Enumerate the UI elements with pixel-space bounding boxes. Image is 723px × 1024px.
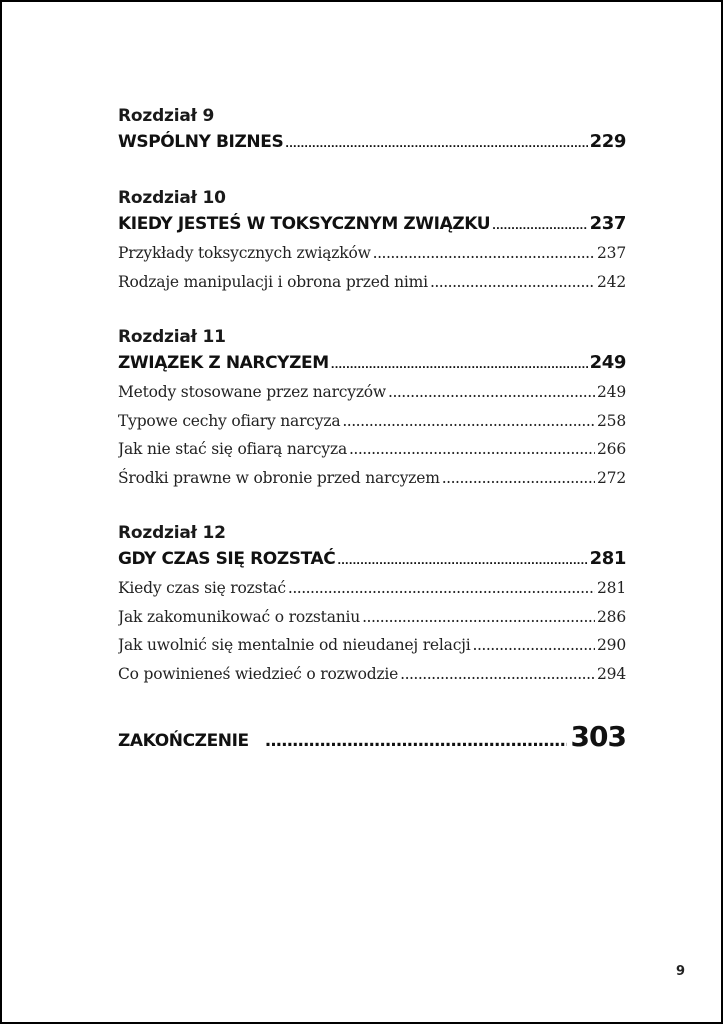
section-title: Jak nie stać się ofiarą narcyza — [118, 440, 347, 458]
section-title: Przykłady toksycznych związków — [118, 244, 371, 262]
chapter-11 — [118, 325, 626, 492]
conclusion-row — [118, 717, 626, 757]
dot-leader — [331, 352, 588, 378]
chapter-page-number: 237 — [589, 213, 626, 234]
section-page-number: 294 — [597, 664, 626, 683]
section-title: Jak uwolnić się mentalnie od nieudanej relacji — [118, 636, 471, 654]
section-row — [118, 239, 626, 268]
section-row — [118, 631, 626, 660]
dot-leader — [362, 603, 595, 632]
section-title: Rodzaje manipulacji i obrona przed nimi — [118, 272, 428, 291]
section-row — [118, 603, 626, 632]
chapter-title: KIEDY JESTEŚ W TOKSYCZNYM ZWIĄZKU — [118, 214, 491, 234]
dot-leader — [285, 131, 587, 157]
chapter-12 — [118, 521, 626, 688]
section-title: Kiedy czas się rozstać — [118, 579, 286, 597]
dot-leader — [337, 548, 587, 574]
section-title: Środki prawne w obronie przed narcyzem — [118, 468, 440, 487]
chapter-title: GDY CZAS SIĘ ROZSTAĆ — [118, 549, 336, 569]
section-title: Metody stosowane przez narcyzów — [118, 383, 387, 401]
section-page-number: 237 — [597, 244, 626, 262]
section-row — [118, 435, 626, 464]
chapter-9 — [118, 104, 626, 157]
dot-leader — [342, 407, 595, 436]
chapter-label: Rozdział 12 — [118, 523, 226, 543]
section-row — [118, 660, 626, 689]
chapter-label: Rozdział 10 — [118, 188, 226, 208]
chapter-title-row — [118, 349, 626, 378]
chapter-label: Rozdział 9 — [118, 106, 215, 126]
section-page-number: 290 — [597, 636, 626, 654]
dot-leader — [400, 660, 595, 689]
dot-leader — [373, 239, 595, 268]
section-title: Jak zakomunikować o rozstaniu — [118, 607, 361, 626]
dot-leader — [430, 268, 595, 297]
section-row — [118, 574, 626, 603]
section-page-number: 286 — [597, 607, 626, 626]
dot-leader — [492, 213, 587, 239]
chapter-10 — [118, 186, 626, 296]
page-number: 9 — [675, 964, 685, 979]
section-row — [118, 464, 626, 493]
section-row — [118, 378, 626, 407]
dot-leader — [265, 721, 567, 757]
conclusion-title: ZAKOŃCZENIE — [118, 731, 249, 751]
section-page-number: 258 — [597, 411, 626, 430]
conclusion-page-number: 303 — [570, 720, 626, 753]
dot-leader — [288, 574, 595, 603]
section-row — [118, 407, 626, 436]
section-title: Co powinieneś wiedzieć o rozwodzie — [118, 664, 399, 683]
section-page-number: 272 — [597, 468, 626, 487]
dot-leader — [442, 464, 595, 493]
chapter-title-row — [118, 128, 626, 157]
chapter-title-row — [118, 545, 626, 574]
table-of-contents — [118, 104, 626, 757]
section-page-number: 242 — [597, 272, 626, 291]
section-title: Typowe cechy ofiary narcyza — [118, 411, 341, 430]
dot-leader — [473, 631, 595, 660]
chapter-title: ZWIĄZEK Z NARCYZEM — [118, 353, 329, 373]
chapter-title-row — [118, 210, 626, 239]
section-page-number: 249 — [597, 383, 626, 401]
section-page-number: 281 — [597, 579, 626, 597]
chapter-title: WSPÓLNY BIZNES — [118, 132, 284, 152]
section-row — [118, 268, 626, 297]
chapter-page-number: 281 — [589, 548, 626, 569]
chapter-page-number: 249 — [589, 352, 626, 373]
dot-leader — [388, 378, 595, 407]
chapter-page-number: 229 — [589, 131, 626, 152]
dot-leader — [349, 435, 595, 464]
chapter-label: Rozdział 11 — [118, 327, 226, 347]
section-page-number: 266 — [597, 440, 626, 458]
